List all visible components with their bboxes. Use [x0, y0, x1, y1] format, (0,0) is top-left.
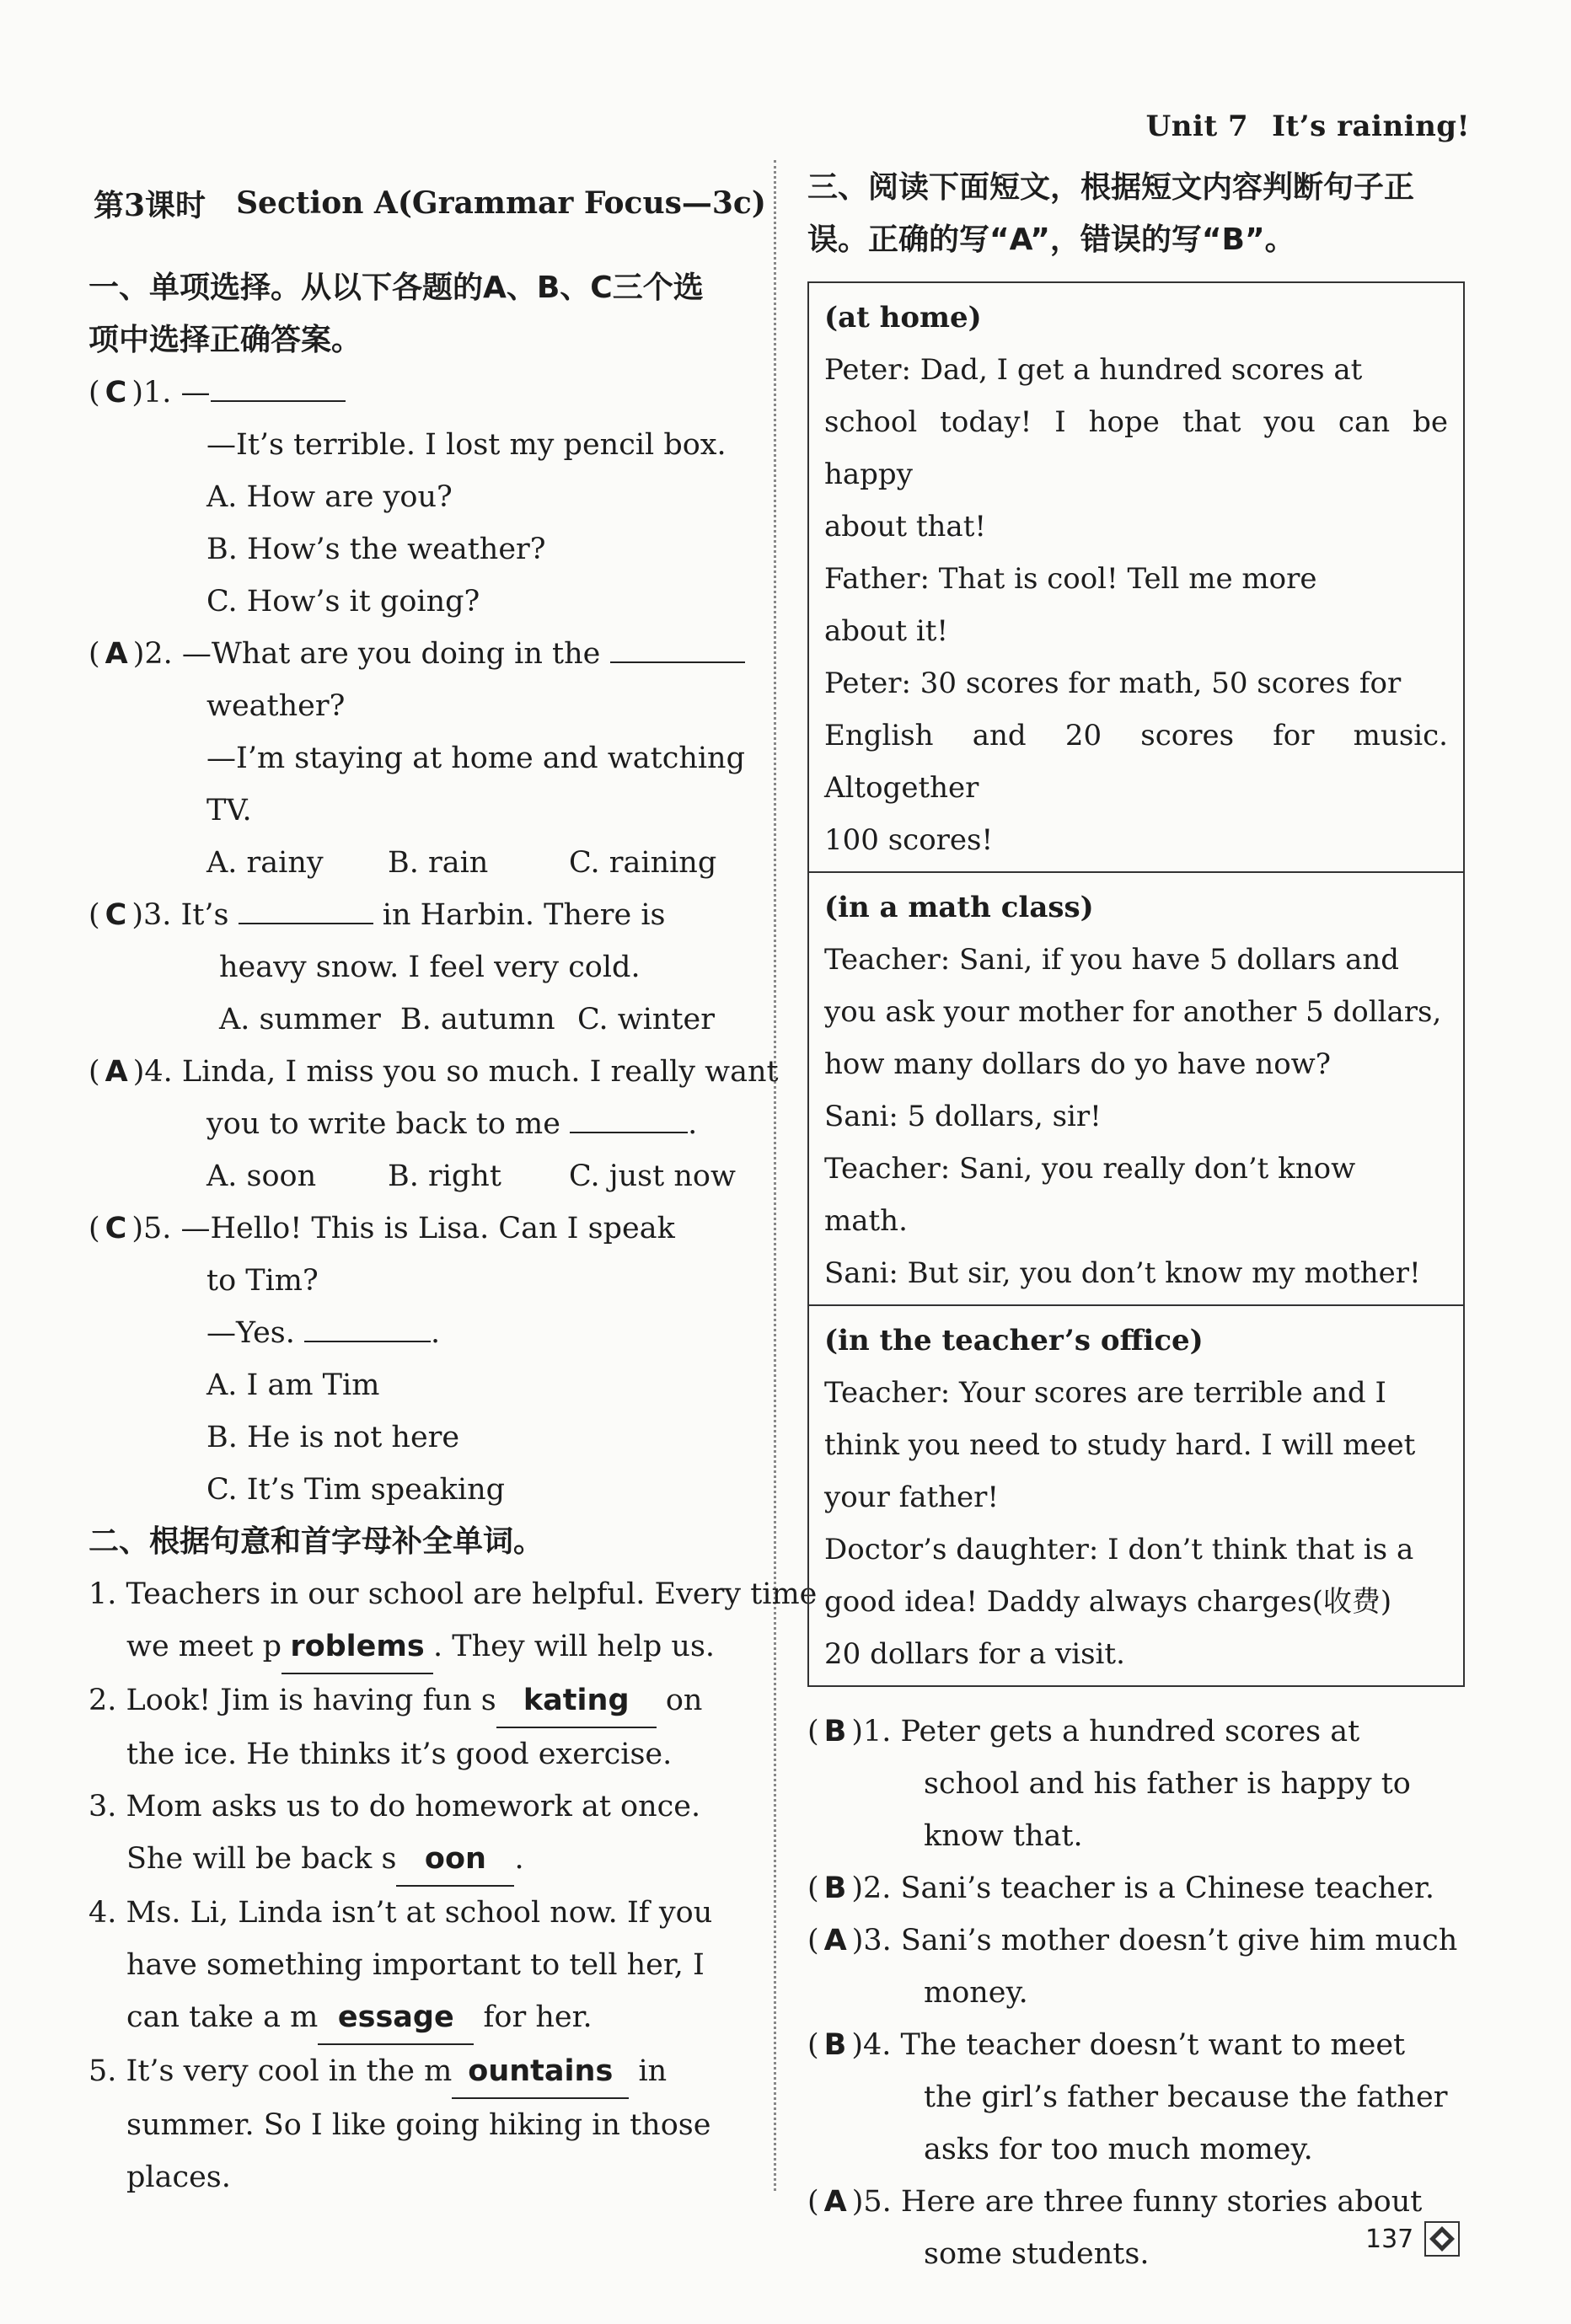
page-header: [1146, 110, 1470, 143]
part3-heading-line1: 三、阅读下面短文，根据短文内容判断句子正: [807, 170, 1415, 205]
fill-item-4: [88, 1887, 754, 2045]
judge-2: ( B )2. Sani’s teacher is a Chinese teacher.: [807, 1872, 1435, 1905]
q3-option-a: A. summer: [219, 1003, 381, 1036]
story1-line: Peter: 30 scores for math, 50 scores for: [824, 667, 1402, 700]
fill4-line2: have something important to tell her, I: [126, 1948, 705, 1982]
fill2-line2: the ice. He thinks it’s good exercise.: [126, 1738, 673, 1771]
q1-line2: —It’s terrible. I lost my pencil box.: [206, 428, 727, 462]
answer-3: C: [105, 898, 127, 932]
fill3-pre: She will be back s: [126, 1842, 397, 1876]
story3-line: 20 dollars for a visit.: [824, 1637, 1125, 1671]
question-5: ( C )5. —Hello! This is Lisa. Can I speak to Tim? —Yes. . A. I am Tim B. He is not here C. It’s Tim speaking: [88, 1202, 754, 1516]
fill1-pre: we meet p: [126, 1630, 282, 1663]
q1-option-b: B. How’s the weather?: [206, 533, 546, 566]
story2-line: Teacher: Sani, you really don’t know: [824, 1152, 1356, 1186]
answer-1: C: [105, 376, 127, 410]
question-3: ( C )3. It’s in Harbin. There is heavy snow. I feel very cold. A. summer B. autumn C. winter: [88, 889, 754, 1046]
q3-option-c: C. winter: [576, 1003, 715, 1036]
fill5-answer: ountains: [452, 2045, 629, 2099]
judge5-line2: some students.: [924, 2237, 1150, 2271]
q5-end: .: [431, 1316, 441, 1350]
judge5-answer: A: [823, 2185, 847, 2219]
story1-line: Peter: Dad, I get a hundred scores at: [824, 353, 1363, 387]
q4-blank: [570, 1132, 688, 1133]
diamond-icon: [1424, 2220, 1461, 2257]
story2-line: you ask your mother for another 5 dollars,: [824, 995, 1442, 1029]
part1-heading-line1: 一、单项选择。从以下各题的A、B、C三个选: [88, 270, 704, 305]
fill-item-2: [88, 1674, 754, 1780]
part2-heading: 二、根据句意和首字母补全单词。: [88, 1524, 544, 1559]
right-column: [807, 162, 1473, 2280]
page-number-text: 137: [1365, 2224, 1414, 2254]
judge3-line2: money.: [924, 1976, 1028, 2010]
story2-title: (in a math class): [824, 891, 1094, 924]
story1-line: school today! I hope that you can be happy: [824, 405, 1448, 491]
q4-line2: you to write back to me: [206, 1107, 560, 1141]
q2-text: )2. —What are you doing in the: [132, 637, 601, 671]
judgement-questions: [807, 1706, 1473, 2280]
q2-blank: [610, 661, 745, 663]
part1-heading: [88, 262, 754, 367]
story1-line: 100 scores!: [824, 823, 994, 857]
answer-5: C: [105, 1212, 127, 1245]
judge-3: ( A )3. Sani’s mother doesn’t give him much money.: [807, 1914, 1473, 2019]
q4-option-a: A. soon: [206, 1159, 317, 1193]
fill5-line3: places.: [126, 2161, 231, 2194]
fill3-line1: 3. Mom asks us to do homework at once.: [88, 1790, 701, 1823]
q3-text: )3. It’s: [131, 898, 229, 932]
fill4-line1: 4. Ms. Li, Linda isn’t at school now. If you: [88, 1896, 713, 1930]
answer-2: A: [105, 637, 128, 671]
story2-line: Sani: 5 dollars, sir!: [824, 1100, 1102, 1133]
story-teachers-office: [809, 1306, 1463, 1685]
unit-label: Unit 7: [1145, 110, 1249, 143]
q4-option-b: B. right: [388, 1159, 501, 1193]
question-2: ( A )2. —What are you doing in the weather? —I’m staying at home and watching TV. A. rainy B. rain C. raining: [88, 628, 754, 889]
judge4-line1: )4. The teacher doesn’t want to meet: [851, 2028, 1406, 2062]
judge1-line3: know that.: [924, 1819, 1083, 1853]
q1-text: )1. —: [131, 376, 211, 410]
q5-option-b: B. He is not here: [206, 1421, 460, 1454]
q3-blank: [239, 923, 373, 924]
fill5-post: in: [638, 2054, 668, 2088]
q2-line2: weather?: [206, 689, 346, 723]
fill5-pre: 5. It’s very cool in the m: [88, 2054, 453, 2088]
part3-heading: [807, 162, 1473, 266]
story1-line: about that!: [824, 510, 987, 544]
story3-title: (in the teacher’s office): [824, 1324, 1204, 1357]
page-number: [1365, 2220, 1461, 2257]
q1-blank: [211, 400, 346, 402]
story2-line: how many dollars do yo have now?: [824, 1047, 1331, 1081]
fill5-line2: summer. So I like going hiking in those: [126, 2108, 711, 2142]
q1-option-a: A. How are you?: [206, 480, 453, 514]
story2-line: math.: [824, 1204, 908, 1238]
story3-line: your father!: [824, 1481, 1000, 1514]
fill-item-5: [88, 2045, 754, 2204]
column-divider: [774, 160, 776, 2191]
q3-after: in Harbin. There is: [382, 898, 666, 932]
judge3-line1: )3. Sani’s mother doesn’t give him much: [851, 1924, 1458, 1957]
q1-option-c: C. How’s it going?: [206, 585, 480, 618]
fill3-answer: oon: [396, 1833, 514, 1887]
story3-line: Teacher: Your scores are terrible and I: [824, 1376, 1386, 1410]
left-column: [88, 173, 818, 2204]
q2-option-a: A. rainy: [206, 846, 324, 880]
judge1-line1: )1. Peter gets a hundred scores at: [851, 1715, 1360, 1748]
judge5-line1: )5. Here are three funny stories about: [851, 2185, 1423, 2219]
fill1-line1: 1. Teachers in our school are helpful. Every time: [88, 1577, 818, 1611]
story-at-home: [809, 283, 1463, 873]
q2-option-c: C. raining: [569, 846, 717, 880]
q2-line3: —I’m staying at home and watching: [206, 742, 746, 775]
part3-heading-line2: 误。正确的写“A”，错误的写“B”。: [807, 222, 1295, 257]
answer-4: A: [105, 1055, 128, 1089]
q5-line3: —Yes.: [206, 1316, 295, 1350]
unit-title: It’s raining!: [1272, 110, 1470, 143]
fill2-pre: 2. Look! Jim is having fun s: [88, 1684, 496, 1717]
q2-line4: TV.: [206, 794, 252, 827]
lesson-section-title: Section A(Grammar Focus—3c): [236, 185, 766, 221]
fill1-post: . They will help us.: [433, 1630, 716, 1663]
q2-option-b: B. rain: [388, 846, 489, 880]
story1-line: Father: That is cool! Tell me more: [824, 562, 1317, 596]
q5-line2: to Tim?: [206, 1264, 319, 1298]
story3-line: think you need to study hard. I will meet: [824, 1428, 1416, 1462]
story2-line: Sani: But sir, you don’t know my mother!: [824, 1256, 1421, 1290]
question-4: ( A )4. Linda, I miss you so much. I really want you to write back to me . A. soon B. right C. just now: [88, 1046, 754, 1202]
q5-text: )5. —Hello! This is Lisa. Can I speak: [131, 1212, 675, 1245]
fill3-post: .: [514, 1842, 524, 1876]
fill1-answer: roblems: [281, 1620, 433, 1674]
fill-item-3: [88, 1780, 754, 1887]
story1-title: (at home): [824, 301, 982, 335]
fill4-answer: essage: [318, 1991, 474, 2045]
fill4-post: for her.: [483, 2000, 592, 2034]
q4-end: .: [688, 1107, 698, 1141]
story3-line: Doctor’s daughter: I don’t think that is a: [824, 1533, 1414, 1566]
story-math-class: [809, 873, 1463, 1306]
fill2-post: on: [665, 1684, 703, 1717]
judge1-answer: B: [823, 1715, 847, 1748]
story1-line: about it!: [824, 614, 949, 648]
lesson-title: [88, 173, 766, 233]
fill2-answer: kating: [496, 1674, 657, 1728]
question-1: ( C )1. — —It’s terrible. I lost my pencil box. A. How are you? B. How’s the weather? C. How’s it going?: [88, 367, 754, 628]
fill4-pre: can take a m: [126, 2000, 319, 2034]
judge2-line1: )2. Sani’s teacher is a Chinese teacher.: [851, 1872, 1435, 1905]
judge-4: ( B )4. The teacher doesn’t want to meet the girl’s father because the father asks for too much momey.: [807, 2019, 1473, 2176]
q4-text: )4. Linda, I miss you so much. I really want: [132, 1055, 779, 1089]
q3-option-b: B. autumn: [399, 1003, 555, 1036]
judge4-line3: asks for too much momey.: [924, 2133, 1313, 2166]
q3-line2: heavy snow. I feel very cold.: [219, 950, 641, 984]
judge-1: ( B )1. Peter gets a hundred scores at school and his father is happy to know that.: [807, 1706, 1473, 1862]
q4-option-c: C. just now: [569, 1159, 736, 1193]
q5-option-c: C. It’s Tim speaking: [206, 1473, 506, 1507]
part1-heading-line2: 项中选择正确答案。: [88, 323, 362, 357]
q5-option-a: A. I am Tim: [206, 1368, 380, 1402]
fill-item-1: [88, 1568, 818, 1674]
judge2-answer: B: [823, 1872, 847, 1905]
q5-blank: [304, 1341, 431, 1342]
judge4-line2: the girl’s father because the father: [924, 2080, 1448, 2114]
judge4-answer: B: [823, 2028, 847, 2062]
lesson-label: 第3课时: [94, 187, 206, 223]
story2-line: Teacher: Sani, if you have 5 dollars and: [824, 943, 1400, 977]
story1-line: English and 20 scores for music. Altogether: [824, 719, 1448, 805]
judge-5: ( A )5. Here are three funny stories about some students.: [807, 2176, 1473, 2280]
judge1-line2: school and his father is happy to: [924, 1767, 1411, 1801]
judge3-answer: A: [823, 1924, 847, 1957]
story3-line: good idea! Daddy always charges(收费): [824, 1585, 1392, 1619]
passage-box: [807, 281, 1465, 1687]
